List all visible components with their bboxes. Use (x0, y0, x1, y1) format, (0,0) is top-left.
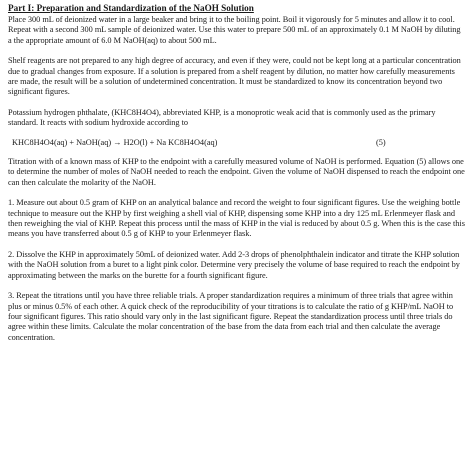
spacer (8, 148, 466, 157)
spacer (8, 129, 466, 138)
spacer (8, 240, 466, 250)
spacer (8, 98, 466, 108)
spacer (8, 188, 466, 198)
reaction-equation (8, 138, 466, 148)
equation-number: (5) (376, 137, 386, 147)
step-3-repeat-trials: 3. Repeat the titrations until you have three reliable trials. A proper standardization requires a minimum of three trials that agree within plus or minus 0.5% of each other. A quick check of the reproducibility of your titrations is to calculate the ratio of g KHP/mL NaOH to four significant figures. This ratio should vary only in the last significant figure. Repeat the standardization process until three trials do agree within these limits. Calculate the molar concentration of the base from the data from each trial and then calculate the average concentration. (8, 291, 454, 342)
spacer (8, 46, 466, 56)
section-title: Part I: Preparation and Standardization of the NaOH Solution (8, 3, 254, 13)
step-2-dissolve-titrate: 2. Dissolve the KHP in approximately 50mL of deionized water. Add 2-3 drops of phenolphthalein indicator and titrate the KHP solution with the NaOH solution from a buret to a light pink color. Determine very precisely the volume of base required to reach the endpoint by approximating between the marks on the burette for a fourth significant figure. (8, 249, 460, 280)
paragraph-titration: Titration with of a known mass of KHP to the endpoint with a carefully measured volume of NaOH is performed. Equation (5) allows one to determine the number of moles of NaOH needed to reach the endpoint. Given the volume of NaOH dispensed to reach the endpoint one can then calculate the molarity of the NaOH. (8, 157, 465, 187)
spacer (8, 281, 466, 291)
paragraph-khp-intro: Potassium hydrogen phthalate, (KHC8H4O4), abbreviated KHP, is a monoprotic weak acid that is commonly used as the primary standard. It reacts with sodium hydroxide according to (8, 107, 436, 128)
step-1-measure-khp: 1. Measure out about 0.5 gram of KHP on an analytical balance and record the weight to four significant figures. Use the weighing bottle technique to measure out the KHP by first weighing a shell vial of KHP, dispensing some KHP into a dry 125 mL Erlenmeyer flask and then reweighing the vial of KHP. Repeat this process until the mass of KHP in the vial is reduced by about 0.5 g. When this is the case this means you have transferred about 0.5 g of KHP to your Erlenmeyer flask. (8, 198, 465, 239)
paragraph-boiling-water: Place 300 mL of deionized water in a large beaker and bring it to the boiling point. Boil it vigorously for 5 minutes and allow it to cool. Repeat with a second 300 mL sample of deionized water. Use this water to prepare 500 mL of an approximately 0.1 M NaOH by diluting a the appropriate amount of 6.0 M NaOH(aq) to about 500 mL. (8, 15, 461, 45)
paragraph-shelf-reagents: Shelf reagents are not prepared to any high degree of accuracy, and even if they were, could not be kept long at a particular concentration due to gradual changes from exposure. If a solution is prepared from a shelf reagent by dilution, no matter how carefully measurements are made, the result will be a solution of undetermined concentration. It must be standardized to know its concentration beyond two significant figures. (8, 56, 461, 97)
equation-text: KHC8H4O4(aq) + NaOH(aq) → H2O(l) + Na KC8H4O4(aq) (12, 137, 218, 147)
